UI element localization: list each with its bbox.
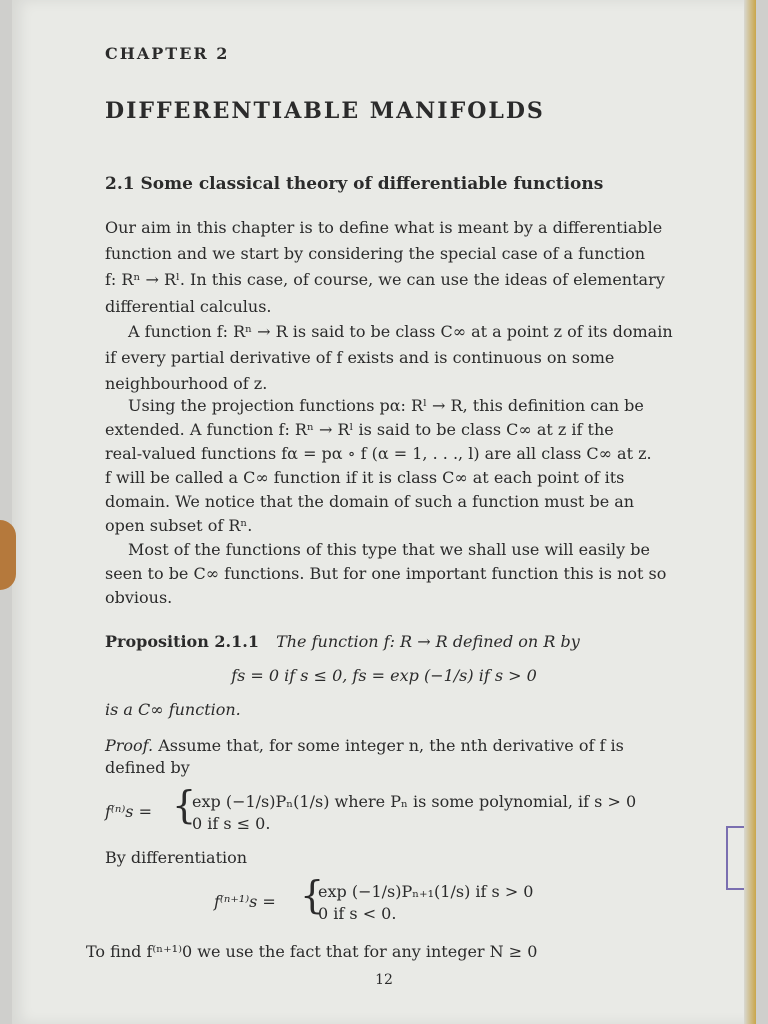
- proof-text: Assume that, for some integer n, the nth derivative of f is: [158, 736, 624, 755]
- thumb: [0, 520, 16, 590]
- paragraph-line: neighbourhood of z.: [105, 374, 268, 393]
- chapter-label: CHAPTER 2: [105, 44, 230, 63]
- paragraph-line: obvious.: [105, 588, 173, 607]
- paragraph-line: real-valued functions fα = pα ∘ f (α = 1, . . ., l) are all class C∞ at z.: [105, 444, 652, 463]
- fn-case-2: 0 if s ≤ 0.: [192, 814, 271, 833]
- proof-line: defined by: [105, 758, 190, 777]
- fn-case-1: exp (−1/s)Pₙ(1/s) where Pₙ is some polynomial, if s > 0: [192, 792, 637, 811]
- page-number: 12: [375, 972, 393, 988]
- proposition: [105, 632, 580, 651]
- paragraph-line: A function f: Rⁿ → R is said to be class C∞ at a point z of its domain: [128, 322, 673, 341]
- book-page: [12, 0, 756, 1024]
- fn1-lhs: f⁽ⁿ⁺¹⁾s =: [214, 892, 276, 911]
- paragraph-line: if every partial derivative of f exists and is continuous on some: [105, 348, 615, 367]
- fn-lhs: f⁽ⁿ⁾s =: [105, 802, 152, 821]
- proof-line: By differentiation: [105, 848, 248, 867]
- paragraph-line: Using the projection functions pα: Rˡ → R, this definition can be: [128, 396, 644, 415]
- proof-line: [105, 736, 624, 755]
- fn1-case-1: exp (−1/s)Pₙ₊₁(1/s) if s > 0: [318, 882, 534, 901]
- proposition-statement: The function f: R → R defined on R by: [276, 632, 580, 651]
- paragraph-line: function and we start by considering the special case of a function: [105, 244, 646, 263]
- page-edge: [744, 0, 756, 1024]
- paragraph-line: open subset of Rⁿ.: [105, 516, 253, 535]
- section-heading: 2.1 Some classical theory of differentiable functions: [105, 174, 604, 194]
- paragraph-line: domain. We notice that the domain of such a function must be an: [105, 492, 635, 511]
- paragraph-line: f will be called a C∞ function if it is class C∞ at each point of its: [105, 468, 625, 487]
- paragraph-line: extended. A function f: Rⁿ → Rˡ is said to be class C∞ at z if the: [105, 420, 614, 439]
- fn1-case-2: 0 if s < 0.: [318, 904, 397, 923]
- page-tab-marker: [726, 826, 744, 890]
- brace-icon: {: [300, 873, 325, 917]
- brace-icon: {: [172, 783, 197, 827]
- proposition-label: Proposition 2.1.1: [105, 632, 259, 651]
- paragraph-line: seen to be C∞ functions. But for one important function this is not so: [105, 564, 667, 583]
- paragraph-line: differential calculus.: [105, 297, 272, 316]
- proof-lead: Proof.: [105, 736, 154, 755]
- proposition-formula: fs = 0 if s ≤ 0, fs = exp (−1/s) if s > 0: [231, 666, 537, 685]
- proposition-conclusion: is a C∞ function.: [105, 700, 241, 719]
- chapter-title: DIFFERENTIABLE MANIFOLDS: [105, 98, 545, 124]
- proof-line: To find f⁽ⁿ⁺¹⁾0 we use the fact that for any integer N ≥ 0: [86, 942, 538, 961]
- paragraph-line: f: Rⁿ → Rˡ. In this case, of course, we can use the ideas of elementary: [105, 270, 665, 289]
- paragraph-line: Most of the functions of this type that we shall use will easily be: [128, 540, 650, 559]
- paragraph-line: Our aim in this chapter is to define what is meant by a differentiable: [105, 218, 663, 237]
